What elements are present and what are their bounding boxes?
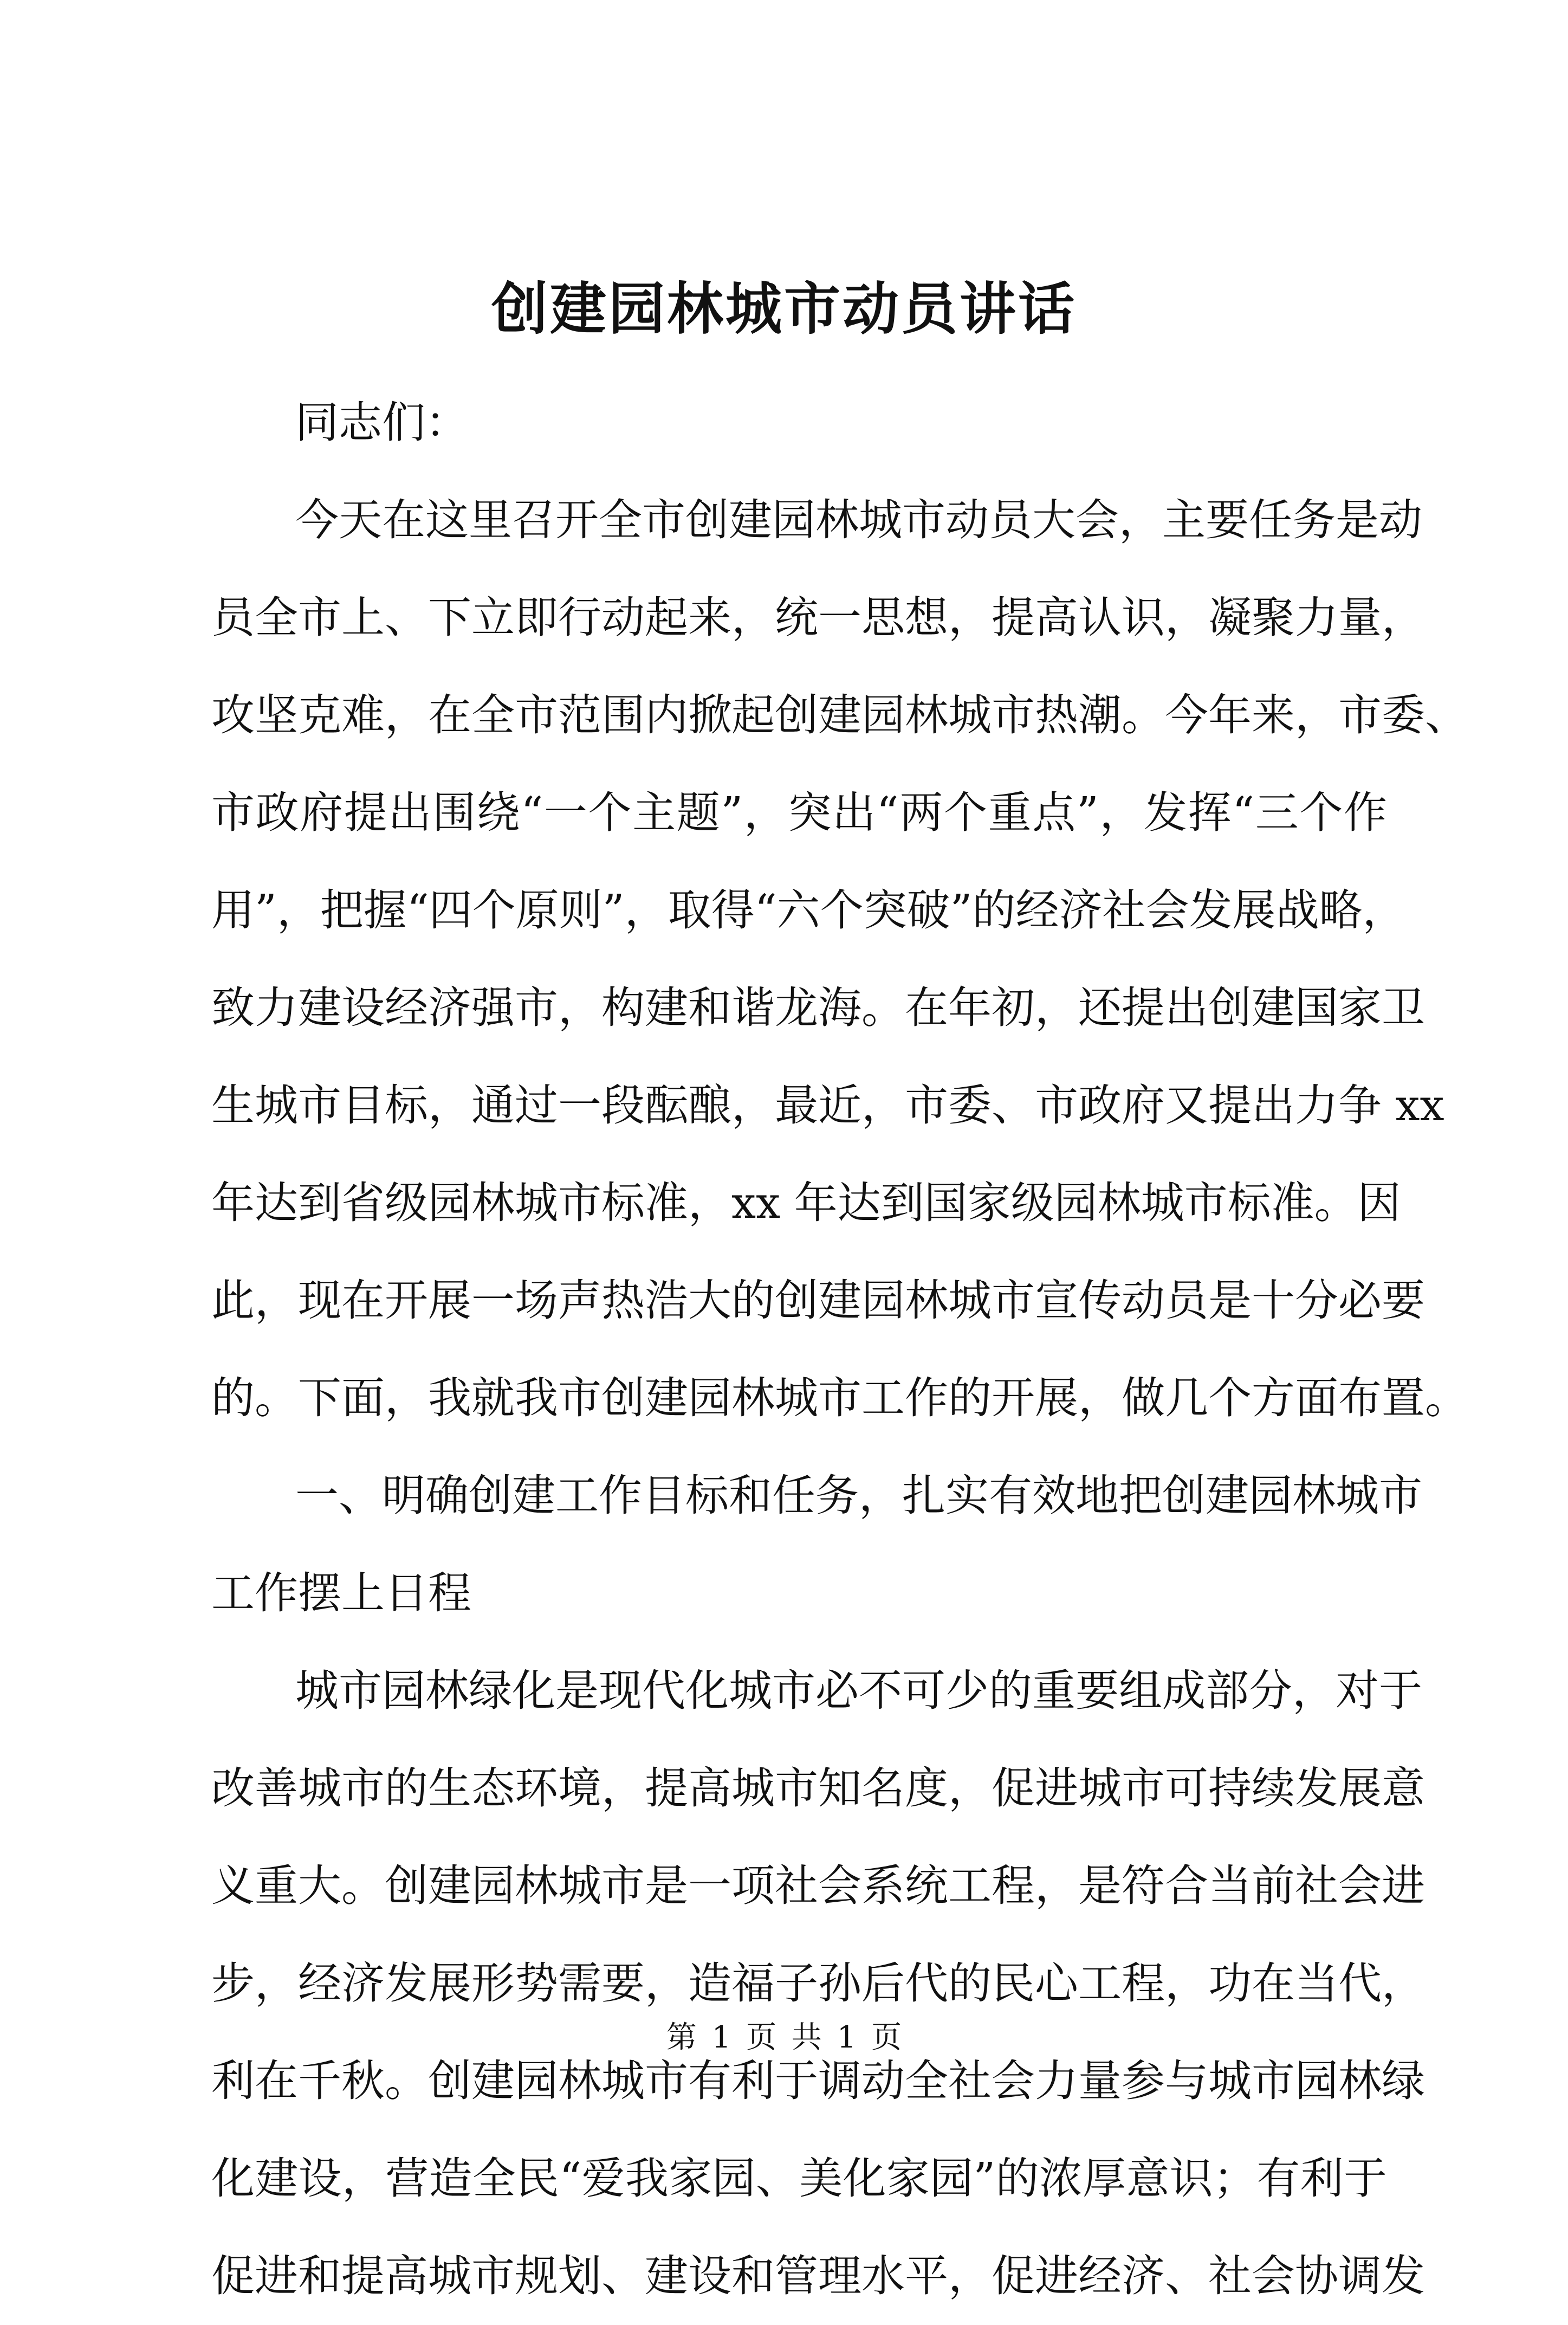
paragraph-line: 今天在这里召开全市创建园林城市动员大会，主要任务是动 [295,495,1422,545]
paragraph-line: 义重大。创建园林城市是一项社会系统工程，是符合当前社会进 [211,1861,1425,1911]
section-heading-line: 一、明确创建工作目标和任务，扎实有效地把创建园林城市 [295,1470,1422,1521]
paragraph-line: 致力建设经济强市，构建和谐龙海。在年初，还提出创建国家卫 [211,983,1425,1033]
paragraph-line: 生城市目标，通过一段酝酿，最近，市委、市政府又提出力争 xx [211,1080,1444,1131]
page-number-footer: 第 1 页 共 1 页 [666,2020,902,2055]
paragraph-line: 城市园林绿化是现代化城市必不可少的重要组成部分，对于 [295,1665,1422,1716]
paragraph-line: 利在千秋。创建园林城市有利于调动全社会力量参与城市园林绿 [211,2056,1425,2106]
paragraph-line: 的。下面，我就我市创建园林城市工作的开展，做几个方面布置。 [211,1373,1468,1423]
paragraph-line: 改善城市的生态环境，提高城市知名度，促进城市可持续发展意 [211,1763,1425,1813]
paragraph-line: 员全市上、下立即行动起来，统一思想，提高认识，凝聚力量， [211,592,1425,643]
paragraph-line: 市政府提出围绕“一个主题”，突出“两个重点”，发挥“三个作 [211,787,1387,838]
section-heading-line: 工作摆上日程 [211,1568,471,1618]
paragraph-line: 化建设，营造全民“爱我家园、美化家园”的浓厚意识；有利于 [211,2153,1387,2204]
document-title: 创建园林城市动员讲话 [491,275,1077,342]
paragraph-line: 促进和提高城市规划、建设和管理水平，促进经济、社会协调发 [211,2251,1425,2301]
paragraph-line: 用”，把握“四个原则”，取得“六个突破”的经济社会发展战略， [211,885,1406,935]
paragraph-line: 攻坚克难，在全市范围内掀起创建园林城市热潮。今年来，市委、 [211,690,1468,740]
salutation: 同志们： [295,397,469,448]
paragraph-line: 年达到省级园林城市标准，xx 年达到国家级园林城市标准。因 [211,1178,1401,1228]
paragraph-line: 此，现在开展一场声热浩大的创建园林城市宣传动员是十分必要 [211,1275,1425,1326]
paragraph-line: 步，经济发展形势需要，造福子孙后代的民心工程，功在当代， [211,1958,1425,2008]
